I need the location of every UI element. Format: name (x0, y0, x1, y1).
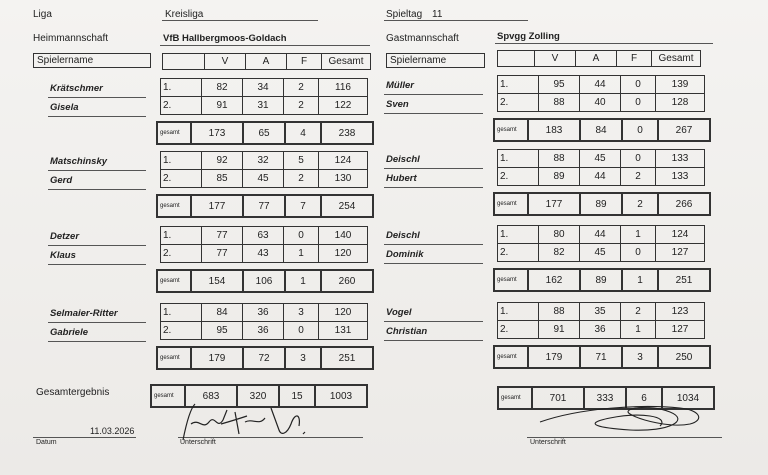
liga-underline (162, 20, 318, 21)
away-column-header: V A F Gesamt (497, 50, 701, 67)
away-unterschrift-label: Unterschrift (530, 439, 566, 446)
home-game-row: 2. 77 43 1 120 (161, 245, 368, 263)
home-name-underline (48, 170, 146, 171)
home-column-header: V A F Gesamt (162, 53, 371, 70)
home-spielername-header: Spielername (33, 53, 151, 68)
away-player-total: gesamt 179 71 3 250 (493, 345, 711, 369)
home-name-underline (48, 264, 146, 265)
datum-value: 11.03.2026 (90, 426, 135, 436)
home-player-first-name: Gabriele (50, 327, 89, 338)
away-name-underline (384, 244, 483, 245)
away-player-total: gesamt 183 84 0 267 (493, 118, 711, 142)
home-gesamtergebnis: gesamt 683 320 15 1003 (150, 384, 368, 408)
home-game-row: 1. 92 32 5 124 (161, 152, 368, 170)
heim-value: VfB Hallbergmoos-Goldach (163, 33, 287, 44)
away-game-row: 2. 89 44 2 133 (498, 168, 705, 186)
away-score-table (497, 302, 705, 339)
home-name-underline (48, 341, 146, 342)
away-player-first-name: Hubert (386, 173, 417, 184)
away-score-table (497, 75, 705, 112)
away-spielername-header: Spielername (386, 53, 485, 68)
home-game-row: 1. 84 36 3 120 (161, 304, 368, 322)
away-player-last-name: Müller (386, 80, 414, 91)
home-game-row: 2. 95 36 0 131 (161, 322, 368, 340)
away-player-last-name: Deischl (386, 154, 420, 165)
away-game-row: 1. 95 44 0 139 (498, 76, 705, 94)
away-score-table (497, 225, 705, 262)
away-name-underline (384, 187, 483, 188)
home-name-underline (48, 189, 146, 190)
away-name-underline (384, 321, 483, 322)
heim-underline (160, 45, 370, 46)
heim-label: Heimmannschaft (33, 33, 109, 44)
gesamtergebnis-label: Gesamtergebnis (36, 387, 110, 398)
liga-label: Liga (33, 9, 52, 20)
away-player-first-name: Sven (386, 99, 409, 110)
away-game-row: 2. 88 40 0 128 (498, 94, 705, 112)
home-unterschrift-label: Unterschrift (180, 439, 216, 446)
away-player-last-name: Deischl (386, 230, 420, 241)
away-name-underline (384, 94, 483, 95)
away-player-last-name: Vogel (386, 307, 412, 318)
home-score-table (160, 78, 368, 115)
home-signature (175, 400, 315, 445)
spieltag-underline (384, 20, 528, 21)
away-game-row: 1. 88 45 0 133 (498, 150, 705, 168)
home-player-last-name: Krätschmer (50, 83, 103, 94)
away-player-first-name: Dominik (386, 249, 424, 260)
home-name-underline (48, 97, 146, 98)
gast-label: Gastmannschaft (386, 33, 459, 44)
away-game-row: 2. 82 45 0 127 (498, 244, 705, 262)
away-name-underline (384, 263, 483, 264)
away-signature (520, 398, 720, 438)
away-gesamtergebnis: gesamt 701 333 6 1034 (497, 386, 715, 410)
home-game-row: 2. 85 45 2 130 (161, 170, 368, 188)
home-player-total: gesamt 177 77 7 254 (156, 194, 374, 218)
home-score-table (160, 151, 368, 188)
home-player-last-name: Detzer (50, 231, 80, 242)
away-score-table (497, 149, 705, 186)
home-game-row: 2. 91 31 2 122 (161, 97, 368, 115)
away-player-first-name: Christian (386, 326, 428, 337)
away-player-total: gesamt 162 89 1 251 (493, 268, 711, 292)
home-player-total: gesamt 179 72 3 251 (156, 346, 374, 370)
spieltag-label: Spieltag (386, 9, 423, 20)
home-name-underline (48, 322, 146, 323)
home-score-table (160, 226, 368, 263)
away-game-row: 1. 88 35 2 123 (498, 303, 705, 321)
datum-label: Datum (36, 439, 57, 446)
spieltag-value: 11 (432, 9, 443, 20)
home-name-underline (48, 116, 146, 117)
liga-value: Kreisliga (165, 9, 204, 20)
home-player-total: gesamt 173 65 4 238 (156, 121, 374, 145)
home-player-first-name: Gisela (50, 102, 79, 113)
away-name-underline (384, 340, 483, 341)
home-player-last-name: Selmaier-Ritter (50, 308, 118, 319)
home-game-row: 1. 77 63 0 140 (161, 227, 368, 245)
away-game-row: 2. 91 36 1 127 (498, 321, 705, 339)
home-score-table (160, 303, 368, 340)
gast-value: Spvgg Zolling (497, 31, 560, 42)
away-name-underline (384, 113, 483, 114)
away-name-underline (384, 168, 483, 169)
away-game-row: 1. 80 44 1 124 (498, 226, 705, 244)
gast-underline (495, 43, 713, 44)
datum-underline (33, 437, 136, 438)
home-player-first-name: Klaus (50, 250, 76, 261)
away-player-total: gesamt 177 89 2 266 (493, 192, 711, 216)
home-player-last-name: Matschinsky (50, 156, 108, 167)
home-player-total: gesamt 154 106 1 260 (156, 269, 374, 293)
home-name-underline (48, 245, 146, 246)
home-game-row: 1. 82 34 2 116 (161, 79, 368, 97)
home-player-first-name: Gerd (50, 175, 73, 186)
